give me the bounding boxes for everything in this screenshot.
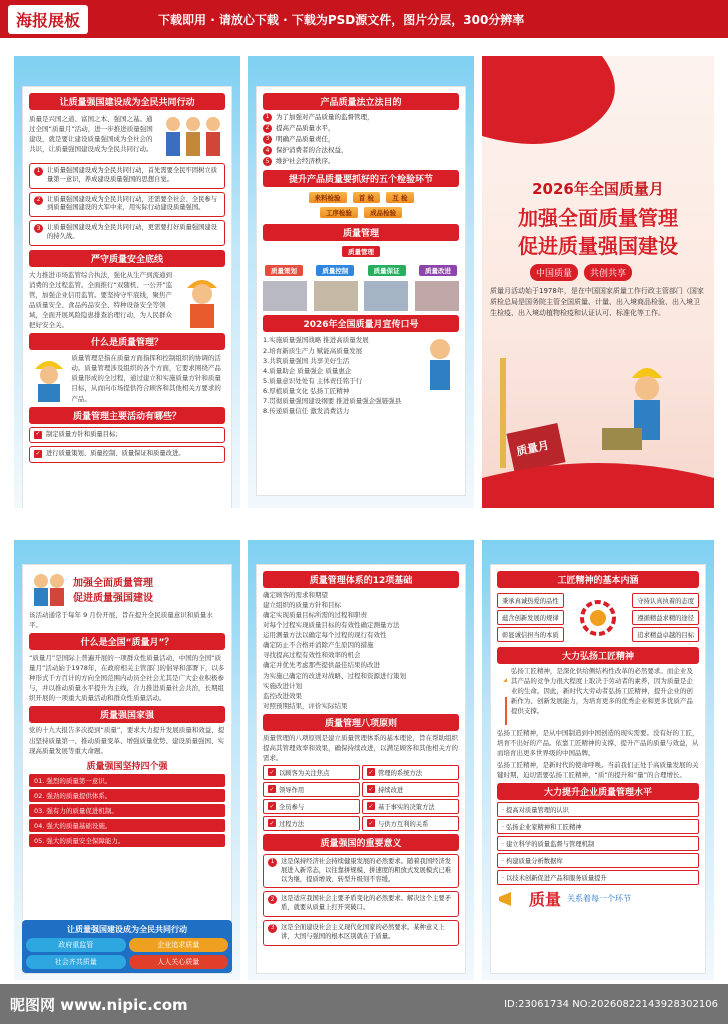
list-item: 确定顾客的需求和期望 [263,591,328,599]
section-title-2: 促进质量强国建设 [73,593,153,604]
card-p2 [256,86,466,496]
panel-3 [482,56,714,508]
qm-node: 质量保证 [368,265,406,276]
what-text: 质量管理是指在质量方面指挥和控制组织的协调的活动。质量管理涉及组织的各个方面，它要求围绕产品质量形成的全过程，通过建立和实施质量方针和质量目标，从而向市场提供符合顾客和其他相关方要求的产品。 [71,354,221,403]
card-p5 [256,564,466,974]
badge: 中国质量 [530,264,578,281]
intro-text: 质量是兴国之道、富国之本、强国之基。通过全国“质量月”活动，进一步推进质量强国建设，就是要让建设质量强国成为全社会的共识，让质量强国建设成为全民共同行动。 [29,115,153,154]
workers-illustration [158,114,225,160]
eight-text: 质量管理的八项原则是建立质量管理体系的基本理论，旨在帮助组织提高其管理效率和效果，确保持续改进，以满足顾客和其他相关方的需求。 [263,733,458,762]
megaphone-icon [497,890,523,908]
watermark-id: ID:23061734 NO:20260822143928302106 [504,998,718,1010]
engineer-icon [29,353,67,403]
craft-title: 工匠精神的基本内涵 [497,571,699,588]
list-item: 3 这是全面建设社会主义现代化国家的必然要求。某种意义上讲，大国与强国的根本区别就在于质量。 [263,920,459,946]
system-list [263,590,459,711]
chip: ✓ 管理的系统方法 [362,765,459,780]
red-flag [482,56,714,176]
hong-text-1: 弘扬工匠精神，是深化供给侧结构性改革的必然要求。而企业及其产品的竞争力很大程度上取决于劳动者的素养，因为质量是企业的生命。因此，新时代大劳动者弘扬工匠精神，提升企业的创新作为、创新发展能力，为培育更多的优秀企业和更多优质产品提供支撑。 [510,667,693,716]
panel-2 [248,56,474,508]
list-item: 1 这是保持经济社会持续健康发展的必然要求。随着我国经济发展进入新常态，以往靠拼规模、拼速度的粗放式发展模式已难以为继，提质增效、转型升级刻不容缓。 [263,854,459,888]
slogan: 5.质量意识处处有 主体责任铭于行 [263,376,363,385]
slogan: 4.质量助企 质量强企 质量惠企 [263,366,352,375]
photo [364,281,408,311]
photo [314,281,358,311]
panel-5 [248,540,474,980]
cover-desc: 质量月活动始于1978年，是在中国国家质量工作行政主管部门（国家质检总局是国务院主管全国质量、计量、出入境商品检验、出入境卫生检疫、出入境动植物检疫和认证认可、标准化等工作。 [490,287,704,317]
craft-right [632,591,699,644]
list-item: 01. 强烈的质量第一意识。 [29,774,225,787]
chip: ✓ 以顾客为关注焦点 [263,765,360,780]
hong-title: 大力弘扬工匠精神 [497,647,699,664]
chip: ✓ 与供方互利的关系 [362,816,459,831]
stamp-text: 质量月 [515,438,551,459]
eight-grid [263,765,459,831]
list-item: 确定并优先考虑那些提供最佳结果的改进 [263,661,380,670]
year-title: 2026年全国质量月 [532,180,664,198]
photo [263,281,307,311]
watermark-footer [0,984,728,1024]
section-title: 让质量强国建设成为全民共同行动 [29,93,225,110]
strong-text: 党的十九大报告多次提到“质量”，要求大力提升发展质量和效益，提出坚持质量第一、推动质量变革、增强质量优势、建设质量强国、实现高质量发展等重大命题。 [29,726,225,755]
list-item: 对照预期结果，评价实际结果 [263,701,348,710]
list-item: 1 让质量强国建设成为全民共同行动，首先需要全民牢固树立质量第一意识，养成建设质量强国的思想自觉。 [29,163,225,189]
chip: 遵循精益求精的途径 [632,610,699,625]
card-p4 [22,564,232,974]
section-title-1: 加强全面质量管理 [73,578,153,589]
list-item: ✓ 制定质量方针和质量目标； [29,427,225,444]
family-icon [29,571,69,607]
slogan: 2.培育新质生产力 赋能高质量发展 [263,346,363,355]
list-item: 寻找提高过程有效性和效率的机会 [263,651,361,660]
qm-node: 质量改进 [419,265,457,276]
qm-node: 质量策划 [265,265,303,276]
top-banner [0,0,728,38]
craft-diagram [497,591,699,644]
list-item: 监控改进效果 [263,691,302,700]
slogan: 6.厚植质量文化 弘扬工匠精神 [263,386,350,395]
what-title: 什么是全国“质量月”？ [29,633,225,650]
card-p6 [490,564,706,974]
slogan: 3.共筑质量强国 共享美好生活 [263,356,350,365]
list-item: 2 这是适应我国社会主要矛盾变化的必然要求。解决这个主要矛盾，就要从质量上打开突破口。 [263,891,459,917]
kid-icon [420,335,459,395]
chip: ✓ 领导作用 [263,782,360,797]
list-item: 实施改进计划 [263,681,302,690]
worker-icon [177,270,225,330]
list-item: 2 提高产品质量水平， [263,124,459,133]
slogan: 1.实施质量强国战略 推进高质量发展 [263,336,369,345]
safety-text: 大力推进市场监管综合执法，强化从生产到流通到消费的全过程监管。全面推行“双随机、一公开”监管，加强企业信用监管。要坚持守牢底线，聚焦产品质量安全、食品药品安全、特种设备安全等领域，全面开展风险隐患排查治理行动，为人民群众把好安全关。 [29,270,173,330]
list-item: 运用测量方法以确定每个过程的现行有效性 [263,631,387,640]
chip: 追求精益卓越的目标 [632,627,699,642]
download-notice: 下载即用 · 请放心下载 · 下载为PSD源文件，图片分层，300分辨率 [158,12,525,27]
action-list [29,163,225,246]
list-item: 5 维护社会经济秩序。 [263,157,459,166]
bottom-banner [497,887,699,910]
list-item: 02. 强劲的质量提供体系。 [29,789,225,802]
main-title-2: 促进质量强国建设 [518,234,678,258]
list-item: · 提高对质量管理的认识 [497,802,699,817]
list-item: · 构建质量分析数据库 [497,853,699,868]
list-item: 3 明确产品质量责任， [263,135,459,144]
qm-diagram [263,244,459,311]
photo [415,281,459,311]
tag: 互 检 [386,192,413,203]
tag: 成品检验 [364,207,402,218]
main-activities-title: 质量管理主要活动有哪些？ [29,407,225,424]
worker-icon [497,666,507,726]
qm-node: 质量控制 [316,265,354,276]
gear-icon [579,599,617,637]
watermark-brand: 昵图网 www.nipic.com [10,995,188,1014]
list-item: 建立组织的质量方针和目标 [263,601,341,610]
bottom-title: 让质量强国建设成为全民共同行动 [67,925,187,934]
eight-title: 质量管理八项原则 [263,714,459,731]
slogan: 8.传递质量信任 激发消费活力 [263,406,350,415]
chip: ✓ 基于事实的决策方法 [362,799,459,814]
list-item: 确定实现质量目标所需的过程和职责 [263,611,367,620]
list-item: 4 保护消费者的合法权益， [263,146,459,155]
list-item: ✓ 进行质量策划、质量控制、质量保证和质量改进。 [29,446,225,463]
list-item: 确定防止不合格并消除产生原因的措施 [263,641,374,650]
chip: ✓ 过程方法 [263,816,360,831]
pill: 政府重监管 [26,938,126,952]
safety-title: 严守质量安全底线 [29,250,225,267]
upgrade-list [497,802,699,885]
list-item: · 弘扬企业家精神和工匠精神 [497,819,699,834]
system-title: 质量管理体系的12项基础 [263,571,459,588]
panel-1 [14,56,240,508]
chip: 彰显诚信担当的本质 [497,627,564,642]
focus-list [29,774,225,847]
pill: 社会齐共质量 [26,955,126,969]
significance-title: 质量强国的重要意义 [263,834,459,851]
chip: ✓ 全员参与 [263,799,360,814]
law-title: 产品质量法立法目的 [263,93,459,110]
chip: 守持认真执着的态度 [632,593,699,608]
bottom-block [22,920,232,973]
hong-text-3: 弘扬工匠精神，是新时代的使命呼唤。当前我们正处于高质量发展的关键时期，迫切需要弘扬工匠精神，“质”的提升和“量”的合理增长。 [497,761,699,780]
chip: 蕴含创新发展的规律 [497,610,564,625]
focus-title: 质量强国坚持四个强 [86,761,168,772]
list-item: 2 让质量强国建设成为全民共同行动，还需要全社会、全民参与到质量强国建设的大军中来，用实际行动建设质量强国。 [29,192,225,218]
what-text: “质量月”是国际上普遍开展的一项群众性质量活动，中国的全国“质量月”活动始于1978年，在政府相关主管部门的倡导和部署下，以多种形式千方百计的方向全国范围内动员全社会尤其是广大企业积极参与，并以推动质量水平提升为主线，合力推进质量社会共治，长期组织开展的一项重大质量活动和群众性质量活动。 [29,654,225,703]
banner-text: 质量 [529,890,562,910]
cover-illustration [482,328,714,508]
list-item: · 建立科学的质量监督与管理机制 [497,836,699,851]
check-title: 提升产品质量要抓好的五个检验环节 [263,170,459,187]
hong-text-2: 弘扬工匠精神，是从中国制造到中国创造的现实需要。没有好的工匠，培育不出好的产品。依靠工匠精神的支撑，提升产品的质量与效益，从而培育出更多世界级的中国品牌。 [497,729,699,758]
list-item: 对每个过程实现质量目标的有效性确定测量方法 [263,621,400,630]
badge: 共创共享 [584,264,632,281]
what-title: 什么是质量管理？ [29,333,225,350]
list-item: 3 让质量强国建设成为全民共同行动，更需要打好质量强国建设的持久战。 [29,220,225,246]
qm-title: 质量管理 [263,224,459,241]
list-item: 1 为了加强对产品质量的监督管理， [263,113,459,122]
chip: 秉承真诚热爱的品性 [497,593,564,608]
slogan-title: 2026年全国质量月宣传口号 [263,315,459,332]
law-list [263,113,459,166]
banner-sub: 关系着每一个环节 [567,894,632,904]
check-tags [263,190,459,220]
list-item: 为实施已确定的改进对战略、过程和资源进行策划 [263,671,406,680]
panel-6 [482,540,714,980]
list-item: 03. 强有力的质量促进机制。 [29,804,225,817]
main-title-1: 加强全面质量管理 [518,206,678,230]
tag: 首 检 [353,192,380,203]
card-p1 [22,86,232,508]
strong-title: 质量强国家强 [29,706,225,723]
brand-logo: 海报展板 [8,5,88,34]
pill: 人人关心质量 [129,955,229,969]
qm-photos [263,281,459,311]
tag: 工序检验 [320,207,358,218]
pill: 企业追求质量 [129,938,229,952]
slogan: 7.贯彻质量强国建设纲要 推进质量强企强链强县 [263,396,402,405]
list-item: 05. 强大的质量安全保障能力。 [29,834,225,847]
upgrade-title: 大力提升企业质量管理水平 [497,783,699,800]
list-item: · 以技术创新促进产品和服务质量提升 [497,870,699,885]
slogan-list [263,335,420,416]
qm-root: 质量管理 [342,246,380,257]
panel-4 [14,540,240,980]
intro-text: 该活动通常于每年 9 月份开展，旨在提升全民质量意识和质量水平。 [29,611,213,630]
list-item: 04. 强大的质量基础设施。 [29,819,225,832]
chip: ✓ 持续改进 [362,782,459,797]
craft-left [497,591,564,644]
badges [530,264,632,281]
tag: 来料检验 [309,192,347,203]
